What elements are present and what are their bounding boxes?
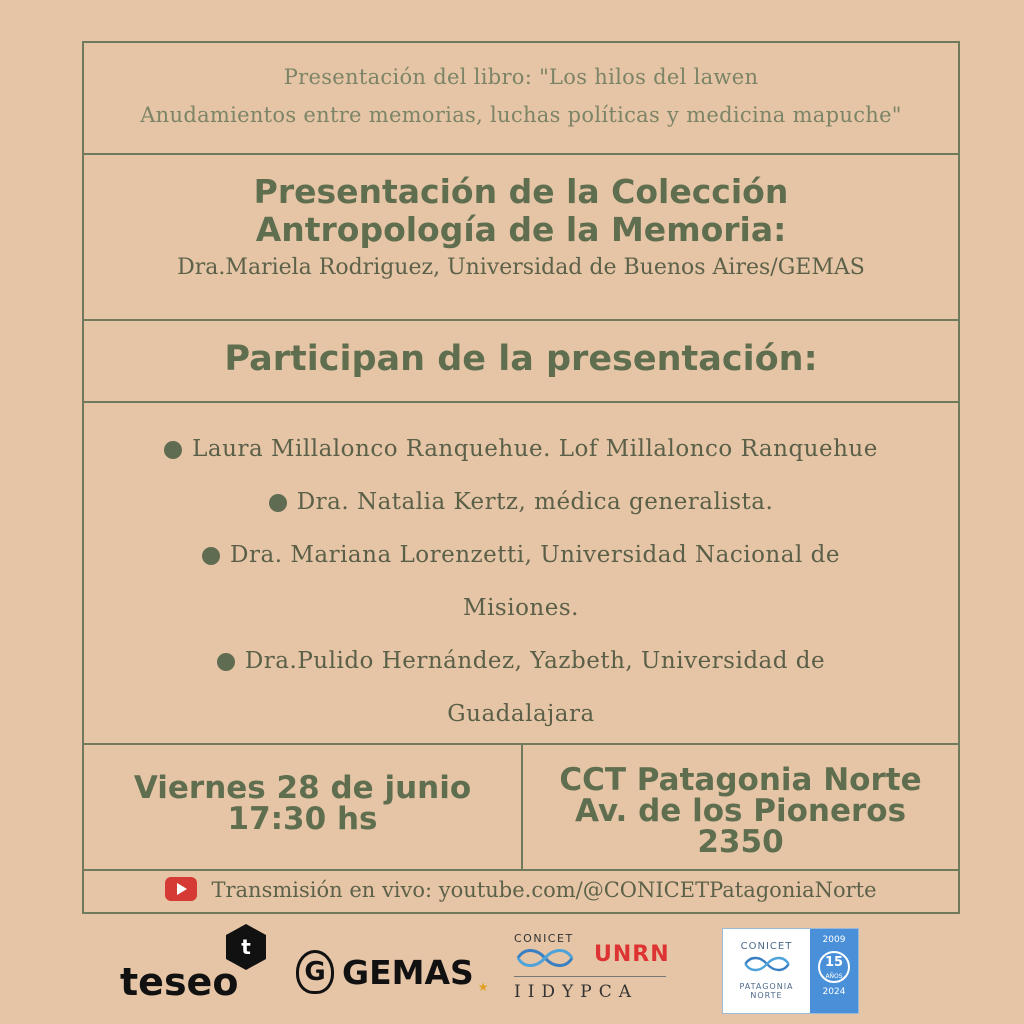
participants-list — [84, 423, 958, 741]
logo-separator — [514, 976, 666, 977]
anniversary-seal-icon: 15 AÑOS — [818, 951, 850, 983]
stream-text: Transmisión en vivo: youtube.com/@CONICETPatagoniaNorte — [211, 878, 877, 902]
event-location — [523, 762, 958, 860]
poster-frame — [82, 41, 960, 914]
iidypca-logo: IIDYPCA — [514, 982, 639, 1002]
teseo-badge-icon — [226, 924, 266, 970]
book-title-line1: Presentación del libro: "Los hilos del lawen — [283, 65, 759, 89]
stream-line[interactable] — [84, 877, 958, 902]
bullet-icon — [164, 441, 182, 459]
teseo-logo: teseo — [120, 960, 239, 1004]
event-place-line2: Av. de los Pioneros — [574, 793, 907, 829]
event-date: Viernes 28 de junio — [133, 770, 472, 806]
bullet-icon — [202, 547, 220, 565]
collection-title-line2: Antropología de la Memoria: — [255, 210, 787, 249]
collection-title-line1: Presentación de la Colección — [253, 172, 789, 211]
book-title-line2: Anudamientos entre memorias, luchas políticas y medicina mapuche" — [140, 103, 902, 127]
list-item-continuation: Guadalajara — [447, 701, 595, 727]
list-item: Dra. Mariana Lorenzetti, Universidad Nacional de — [84, 529, 958, 582]
star-icon: ★ — [477, 980, 489, 994]
event-datetime — [84, 770, 521, 837]
divider — [84, 869, 958, 871]
divider — [84, 153, 958, 155]
list-item-continuation: Misiones. — [463, 595, 579, 621]
collection-section — [84, 173, 958, 283]
svg-text:t: t — [241, 935, 251, 959]
gemas-mark-icon: G — [296, 950, 334, 994]
participants-heading: Participan de la presentación: — [224, 339, 818, 379]
conicet-infinity-icon — [514, 948, 576, 968]
youtube-icon — [165, 877, 197, 901]
conicet-label: CONICET — [514, 932, 574, 945]
bullet-icon — [269, 494, 287, 512]
list-item: Dra.Pulido Hernández, Yazbeth, Universidad de — [84, 635, 958, 688]
list-item: Laura Millalonco Ranquehue. Lof Millalonco Ranquehue — [84, 423, 958, 476]
divider — [84, 401, 958, 403]
book-title — [84, 58, 958, 134]
conicet-patagonia-badge — [722, 928, 859, 1014]
badge-anniversary: 2009 15 AÑOS 2024 — [810, 929, 858, 1013]
bullet-icon — [217, 653, 235, 671]
gemas-logo — [296, 950, 489, 994]
logo-strip — [0, 920, 1024, 1024]
event-time: 17:30 hs — [227, 801, 378, 837]
collection-speaker: Dra.Mariela Rodriguez, Universidad de Buenos Aires/GEMAS — [177, 255, 865, 280]
conicet-infinity-icon — [741, 956, 793, 972]
list-item: Dra. Natalia Kertz, médica generalista. — [84, 476, 958, 529]
unrn-logo: UNRN — [594, 942, 670, 967]
event-place-line1: CCT Patagonia Norte — [559, 762, 922, 798]
badge-left: CONICET PATAGONIA NORTE — [739, 941, 794, 1000]
event-place-line3: 2350 — [697, 824, 784, 860]
gemas-text: GEMAS — [342, 952, 474, 992]
divider — [84, 319, 958, 321]
